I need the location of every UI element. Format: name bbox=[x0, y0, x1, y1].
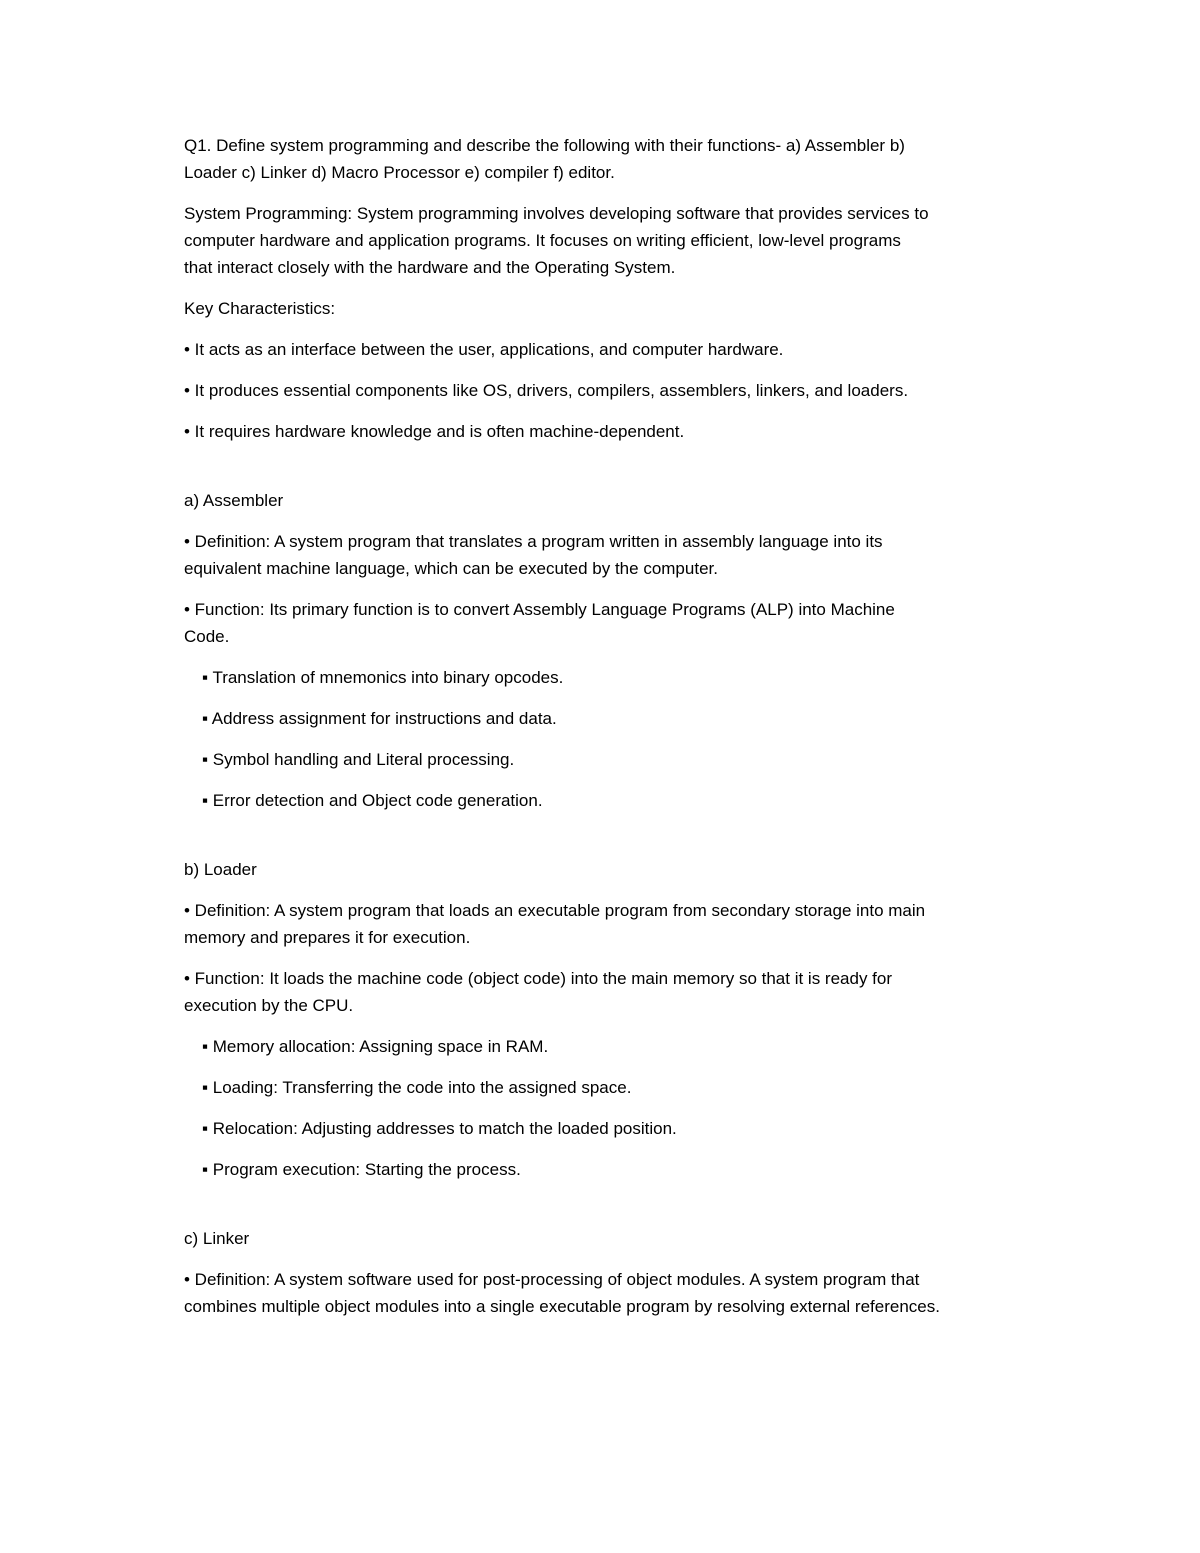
assembler-function-line-2: Code. bbox=[184, 627, 230, 646]
key-characteristic-item: • It produces essential components like OS, drivers, compilers, assemblers, linkers, and loaders. bbox=[184, 381, 909, 400]
key-characteristic-item: • It acts as an interface between the user, applications, and computer hardware. bbox=[184, 340, 784, 359]
assembler-function-line-1: • Function: Its primary function is to convert Assembly Language Programs (ALP) into Machine bbox=[184, 600, 895, 619]
loader-function-line-1: • Function: It loads the machine code (object code) into the main memory so that it is ready for bbox=[184, 969, 893, 988]
loader-function bbox=[184, 965, 1034, 1019]
sysprog-line-2: computer hardware and application programs. It focuses on writing efficient, low-level programs bbox=[184, 231, 901, 250]
linker-definition-line-1: • Definition: A system software used for post-processing of object modules. A system program that bbox=[184, 1270, 920, 1289]
assembler-definition-line-1: • Definition: A system program that translates a program written in assembly language into its bbox=[184, 532, 883, 551]
assembler-definition-line-2: equivalent machine language, which can be executed by the computer. bbox=[184, 559, 718, 578]
system-programming-paragraph bbox=[184, 200, 1034, 281]
document-body bbox=[184, 132, 1034, 1334]
loader-definition bbox=[184, 897, 1034, 951]
section-spacer bbox=[184, 459, 1034, 487]
loader-heading: b) Loader bbox=[184, 860, 257, 879]
key-characteristic-item: • It requires hardware knowledge and is often machine-dependent. bbox=[184, 422, 685, 441]
assembler-subitem: ▪ Symbol handling and Literal processing. bbox=[202, 750, 515, 769]
section-spacer bbox=[184, 828, 1034, 856]
linker-definition bbox=[184, 1266, 1034, 1320]
loader-subitem: ▪ Memory allocation: Assigning space in RAM. bbox=[202, 1037, 549, 1056]
linker-definition-line-2: combines multiple object modules into a single executable program by resolving external references. bbox=[184, 1297, 940, 1316]
loader-subitem: ▪ Loading: Transferring the code into the assigned space. bbox=[202, 1078, 632, 1097]
assembler-subitem: ▪ Address assignment for instructions and data. bbox=[202, 709, 557, 728]
assembler-subitem: ▪ Translation of mnemonics into binary opcodes. bbox=[202, 668, 564, 687]
loader-definition-line-1: • Definition: A system program that loads an executable program from secondary storage into main bbox=[184, 901, 926, 920]
section-spacer bbox=[184, 1197, 1034, 1225]
loader-definition-line-2: memory and prepares it for execution. bbox=[184, 928, 471, 947]
sysprog-line-3: that interact closely with the hardware and the Operating System. bbox=[184, 258, 676, 277]
question-line-2: Loader c) Linker d) Macro Processor e) compiler f) editor. bbox=[184, 163, 615, 182]
question-paragraph bbox=[184, 132, 1034, 186]
assembler-heading: a) Assembler bbox=[184, 491, 284, 510]
loader-subitem: ▪ Program execution: Starting the process. bbox=[202, 1160, 521, 1179]
question-line-1: Q1. Define system programming and describe the following with their functions- a) Assembler b) bbox=[184, 136, 905, 155]
assembler-subitem: ▪ Error detection and Object code generation. bbox=[202, 791, 543, 810]
sysprog-line-1: System Programming: System programming involves developing software that provides services to bbox=[184, 204, 929, 223]
key-characteristics-heading: Key Characteristics: bbox=[184, 299, 336, 318]
loader-subitem: ▪ Relocation: Adjusting addresses to match the loaded position. bbox=[202, 1119, 677, 1138]
linker-heading: c) Linker bbox=[184, 1229, 250, 1248]
assembler-definition bbox=[184, 528, 1034, 582]
assembler-function bbox=[184, 596, 1034, 650]
loader-function-line-2: execution by the CPU. bbox=[184, 996, 354, 1015]
